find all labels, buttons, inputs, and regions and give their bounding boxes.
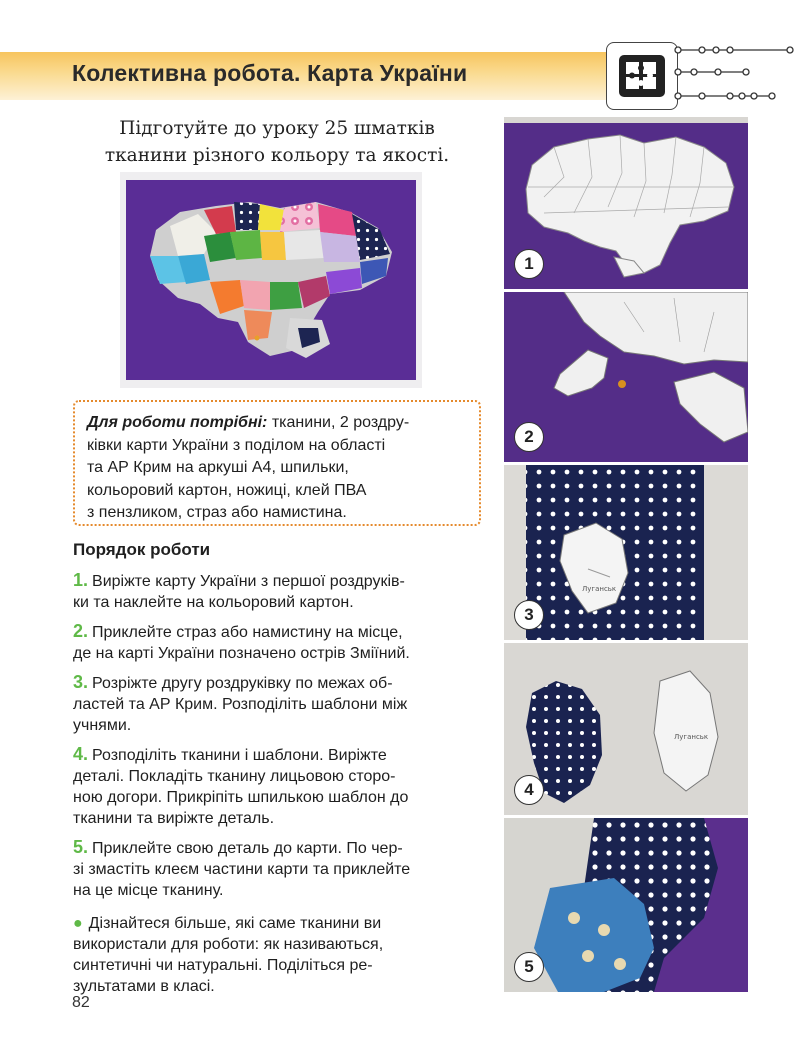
step-photo-number: 5 (514, 952, 544, 982)
page-title: Колективна робота. Карта України (72, 60, 468, 86)
step-text: зі змастіть клеєм частини карти та приклейте (73, 861, 411, 878)
materials-line: кольоровий картон, ножиці, клей ПВА (87, 481, 367, 499)
step-text: деталі. Покладіть тканину лицьовою сторо- (73, 768, 396, 785)
step-photo-3 (504, 465, 748, 640)
step-photo-number: 3 (514, 600, 544, 630)
step-photo-number: 2 (514, 422, 544, 452)
procedure-heading: Порядок роботи (73, 540, 211, 559)
materials-line: з пензликом, страз або намистина. (87, 504, 347, 521)
step-photo-4 (504, 643, 748, 815)
step-number: 5. (73, 837, 89, 857)
materials-text: тканини, 2 роздру- (267, 414, 410, 431)
intro-line: тканини різного кольору та якості. (104, 145, 450, 166)
fabric-map-photo (120, 172, 422, 388)
step-photo-5 (504, 818, 748, 992)
materials-label: Для роботи потрібні: (87, 414, 268, 431)
step-text: учнями. (73, 717, 132, 734)
step-photo-number: 1 (514, 249, 544, 279)
template-label: Луганськ (674, 733, 709, 741)
step-text: де на карті України позначено острів Зміїний. (73, 645, 410, 662)
step-number: 3. (73, 672, 89, 692)
step-text: Виріжте карту України з першої роздруків- (92, 573, 405, 590)
extra-note (73, 913, 483, 997)
note-text: використали для роботи: як називаються, (73, 936, 384, 953)
intro-line: Підготуйте до уроку 25 шматків (119, 118, 435, 139)
step-number: 2. (73, 621, 89, 641)
step-photo-2 (504, 292, 748, 462)
step-text: на це місце тканину. (73, 882, 224, 899)
template-label: Луганськ (582, 585, 617, 593)
note-text: синтетичні чи натуральні. Поділіться ре- (73, 957, 373, 974)
step-text: Приклейте страз або намистину на місце, (92, 624, 403, 641)
step-text: Розріжте другу роздруківку по межах об- (92, 675, 393, 692)
procedure-steps (73, 570, 483, 1005)
step-number: 1. (73, 570, 89, 590)
step-text: ною догори. Прикріпіть шпилькою шаблон до (73, 789, 409, 806)
step-text: ки та наклейте на кольоровий картон. (73, 594, 354, 611)
step-text: Приклейте свою деталь до карти. По чер- (92, 840, 403, 857)
step-text: ластей та АР Крим. Розподіліть шаблони між (73, 696, 408, 713)
materials-line: ківки карти України з поділом на області (87, 436, 386, 454)
step-1 (73, 570, 483, 613)
step-number: 4. (73, 744, 89, 764)
materials-box (73, 400, 481, 526)
step-5 (73, 837, 483, 901)
step-2 (73, 621, 483, 664)
note-text: Дізнайтеся більше, які саме тканини ви (88, 915, 382, 932)
bullet-icon: ● (73, 915, 83, 932)
step-text: Розподіліть тканини і шаблони. Виріжте (92, 747, 387, 764)
step-3 (73, 672, 483, 736)
puzzle-icon (619, 55, 665, 97)
intro-text (72, 115, 482, 169)
section-badge (606, 42, 678, 110)
page-number: 82 (72, 994, 90, 1011)
circuit-decoration (670, 38, 795, 108)
note-text: зультатами в класі. (73, 978, 215, 995)
step-4 (73, 744, 483, 829)
materials-line: та АР Крим на аркуші А4, шпильки, (87, 459, 349, 476)
step-photo-number: 4 (514, 775, 544, 805)
materials-line (87, 412, 467, 435)
step-text: тканини та виріжте деталь. (73, 810, 275, 827)
step-photo-1 (504, 117, 748, 289)
